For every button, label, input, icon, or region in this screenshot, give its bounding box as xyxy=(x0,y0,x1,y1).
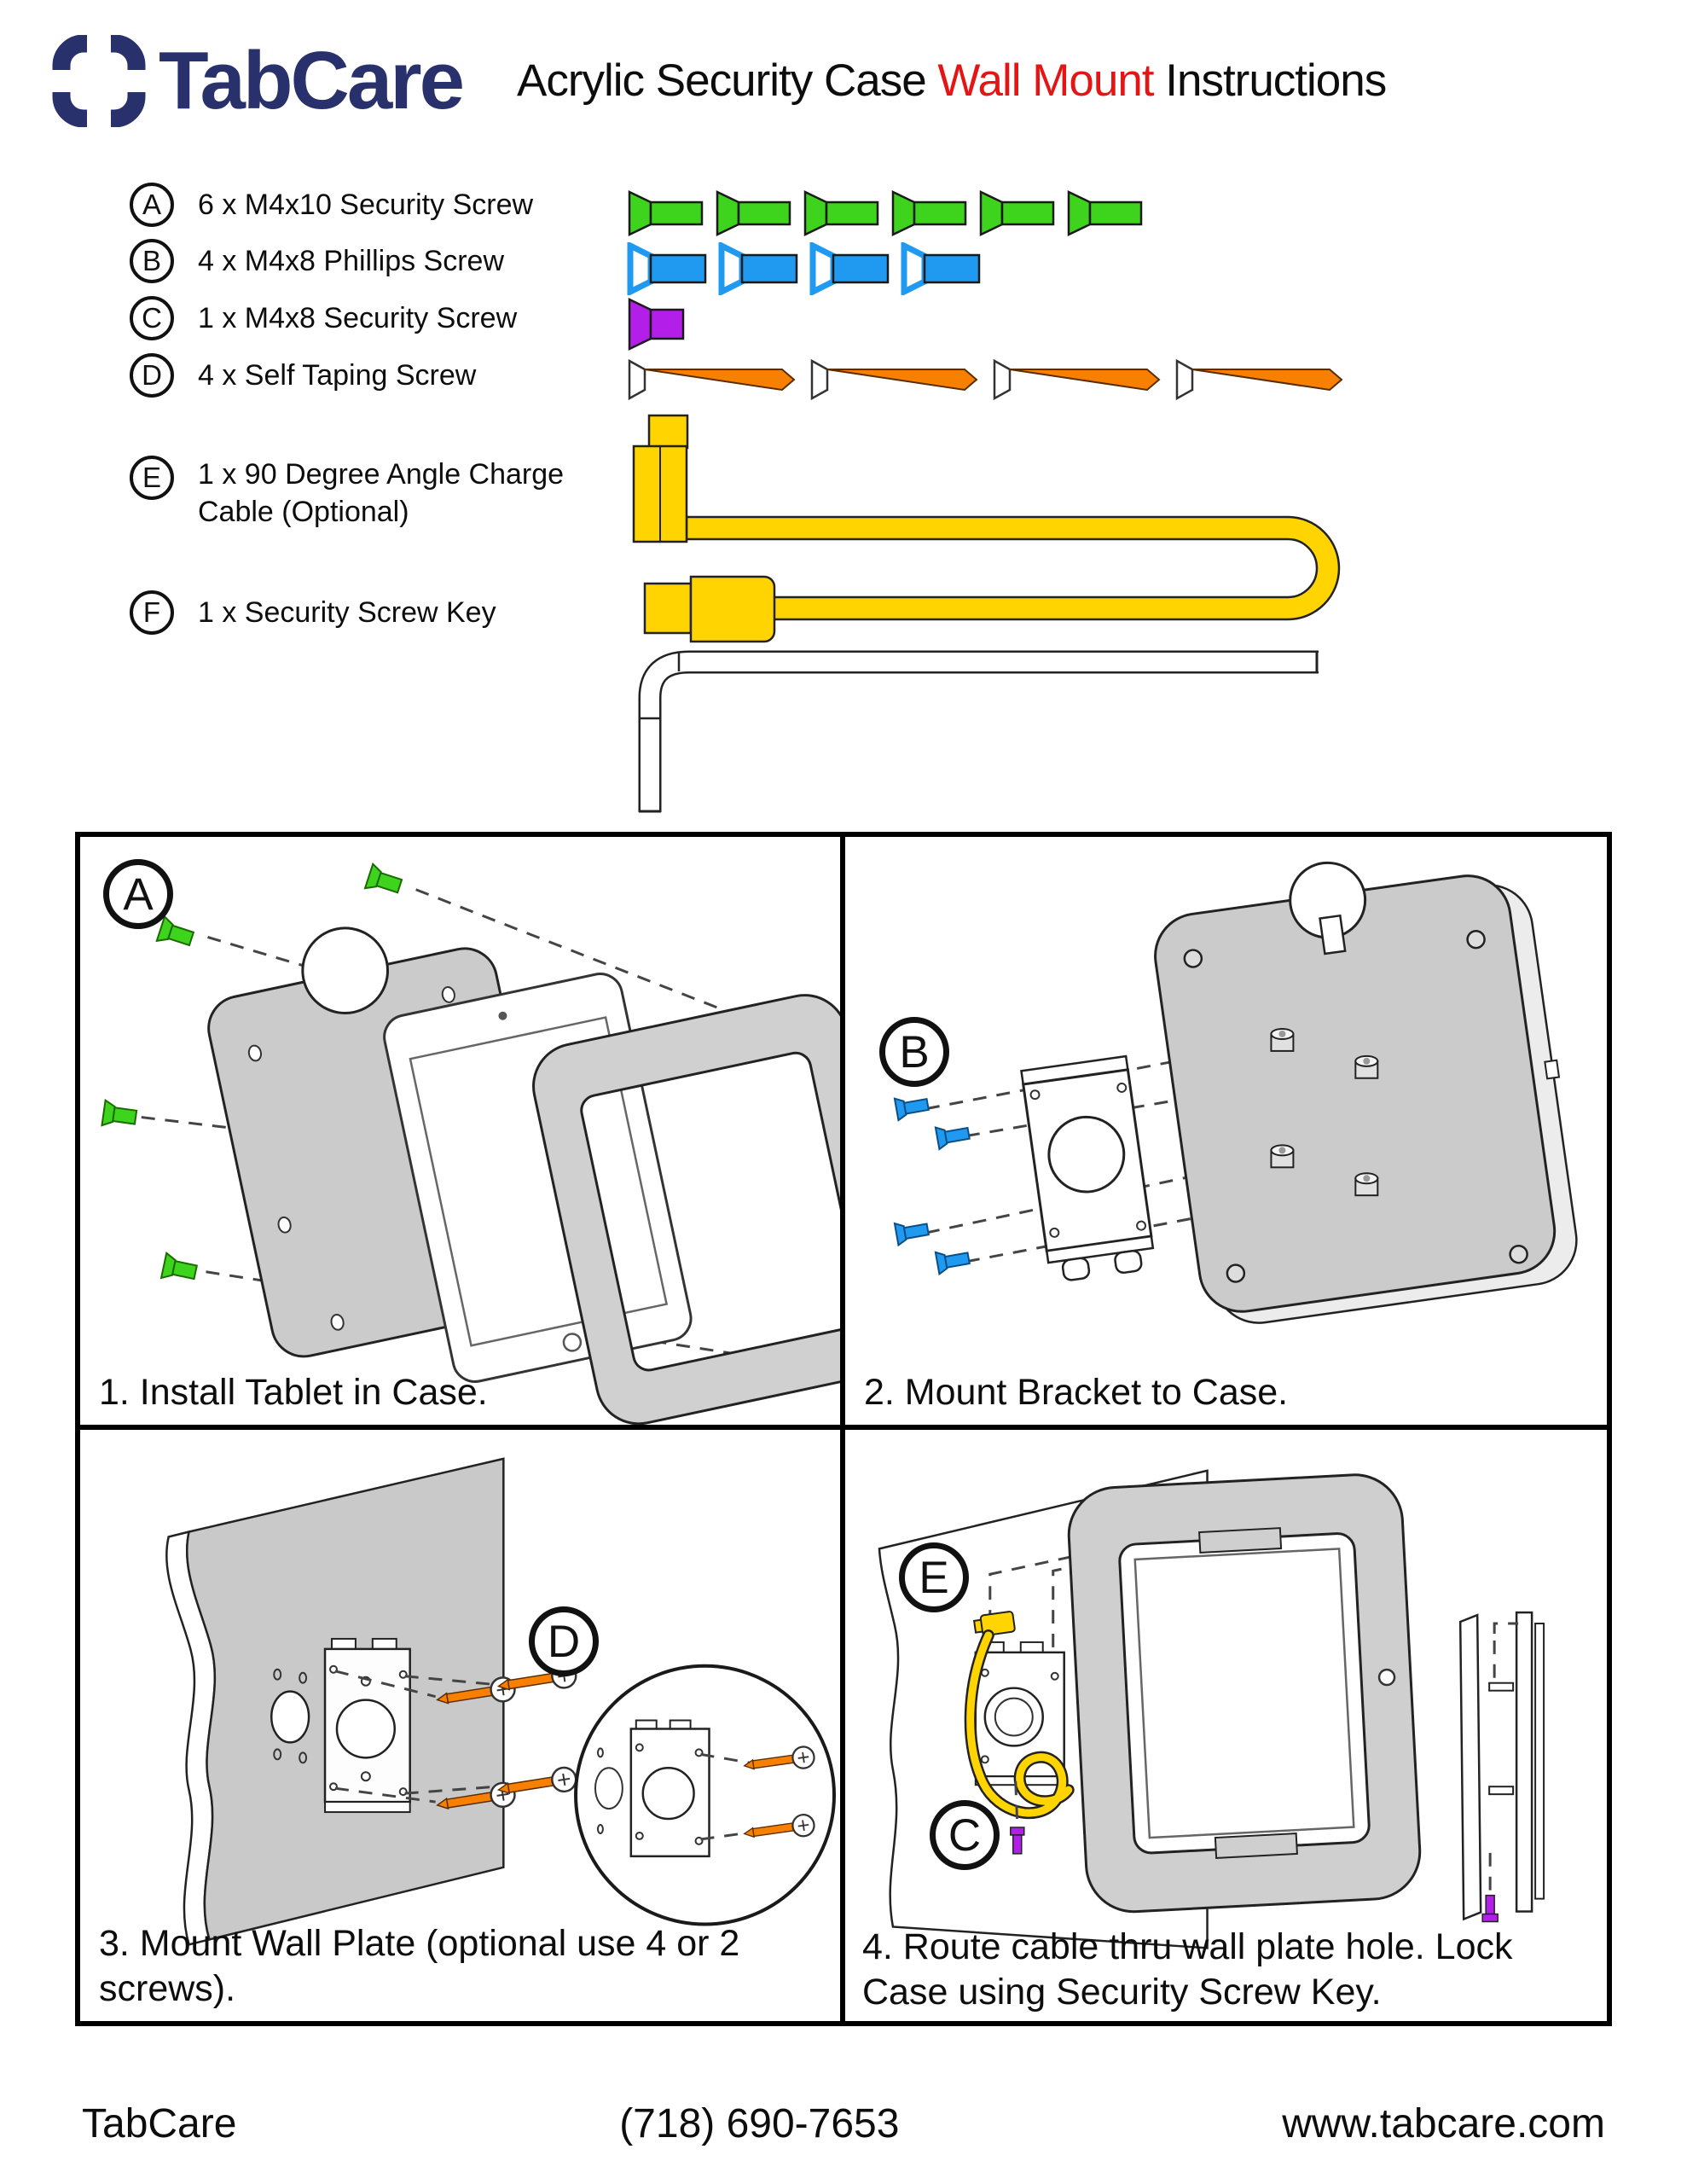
footer-website: www.tabcare.com xyxy=(1282,2101,1605,2146)
screw-icons-c xyxy=(627,297,696,351)
mount-bracket xyxy=(1021,1056,1156,1283)
part-letter: F xyxy=(142,596,161,628)
step1-illustration xyxy=(80,837,840,1425)
step4-badge-cable xyxy=(899,1542,969,1612)
part-d-screw-icon xyxy=(809,358,985,401)
part-badge-a xyxy=(130,183,174,227)
charge-cable-graphic xyxy=(621,401,1365,657)
part-b-screw-icon xyxy=(901,242,983,295)
security-key-graphic xyxy=(621,642,1329,821)
wall-cable-hole xyxy=(271,1692,309,1743)
badge-letter: D xyxy=(547,1616,581,1667)
part-row-a xyxy=(130,183,533,227)
part-label-e: 1 x 90 Degree Angle Charge Cable (Optional) xyxy=(198,458,565,528)
part-badge-b xyxy=(130,239,174,283)
part-a-screw-icon xyxy=(627,189,705,237)
part-label-f: 1 x Security Screw Key xyxy=(198,596,496,629)
badge-letter: A xyxy=(123,868,154,920)
part-a-screw-icon xyxy=(890,189,969,237)
page-title xyxy=(517,55,1386,107)
step4-badge-lock xyxy=(930,1800,1000,1870)
step2-caption: 2. Mount Bracket to Case. xyxy=(864,1371,1289,1413)
part-row-c xyxy=(130,296,517,340)
footer-company: TabCare xyxy=(82,2101,237,2146)
part-row-e xyxy=(130,456,607,531)
step1-panel xyxy=(80,837,845,1430)
part-letter: D xyxy=(142,359,162,391)
part-label-d: 4 x Self Taping Screw xyxy=(198,359,477,392)
part-a-screw-icon xyxy=(715,189,793,237)
step3-panel xyxy=(80,1430,845,2021)
part-badge-d xyxy=(130,353,174,398)
part-label-c: 1 x M4x8 Security Screw xyxy=(198,302,518,334)
title-highlight: Wall Mount xyxy=(937,55,1154,106)
step3-caption: 3. Mount Wall Plate (optional use 4 or 2 screws). xyxy=(99,1923,740,2009)
part-d-screw-icon xyxy=(992,358,1168,401)
part-b-screw-icon xyxy=(627,242,709,295)
logo-wordmark: TabCare xyxy=(159,35,463,126)
footer xyxy=(82,2100,1605,2147)
step4-caption: 4. Route cable thru wall plate hole. Lock Case using Security Screw Key. xyxy=(862,1926,1513,2013)
magnifier-detail xyxy=(576,1666,834,1925)
part-c-screw-icon xyxy=(627,297,687,351)
part-b-screw-icon xyxy=(809,242,891,295)
part-label-b: 4 x M4x8 Phillips Screw xyxy=(198,245,505,277)
step2-panel xyxy=(845,837,1607,1430)
part-row-d xyxy=(130,353,476,398)
part-row-b xyxy=(130,239,504,283)
part-a-screw-icon xyxy=(1066,189,1145,237)
part-badge-f xyxy=(130,590,174,635)
part-d-screw-icon xyxy=(1174,358,1350,401)
part-b-screw-icon xyxy=(718,242,800,295)
steps-grid xyxy=(75,832,1612,2026)
case-assembly xyxy=(1066,1472,1422,1914)
part-label-a: 6 x M4x10 Security Screw xyxy=(198,189,534,221)
part-row-f xyxy=(130,590,496,635)
wall-plate xyxy=(325,1639,410,1812)
part-badge-e xyxy=(130,456,174,500)
title-suffix: Instructions xyxy=(1153,55,1387,106)
part-letter: B xyxy=(142,245,161,276)
step3-badge xyxy=(529,1606,599,1676)
part-badge-c xyxy=(130,296,174,340)
security-screw xyxy=(1011,1827,1024,1854)
step2-illustration xyxy=(845,837,1607,1425)
part-letter: A xyxy=(142,189,161,220)
tabcare-logo xyxy=(51,34,462,128)
part-letter: E xyxy=(142,462,161,493)
part-letter: C xyxy=(142,302,162,334)
screw-icons-a xyxy=(627,189,1154,237)
footer-phone: (718) 690-7653 xyxy=(619,2101,900,2146)
screw-icons-d xyxy=(627,358,1357,401)
screw-icons-b xyxy=(627,242,992,295)
step4-panel xyxy=(845,1430,1607,2021)
title-prefix: Acrylic Security Case xyxy=(517,55,938,106)
badge-letter: B xyxy=(899,1026,930,1077)
badge-letter: E xyxy=(919,1552,949,1603)
part-a-screw-icon xyxy=(803,189,881,237)
step1-caption: 1. Install Tablet in Case. xyxy=(99,1371,488,1413)
step2-badge xyxy=(879,1017,949,1087)
case-back xyxy=(1145,837,1587,1331)
part-d-screw-icon xyxy=(627,358,803,401)
blue-screws xyxy=(895,1093,971,1274)
part-a-screw-icon xyxy=(978,189,1057,237)
step1-badge xyxy=(103,859,173,929)
tabcare-logo-icon xyxy=(51,35,147,127)
badge-letter: C xyxy=(948,1809,982,1861)
side-view xyxy=(1460,1612,1544,1921)
